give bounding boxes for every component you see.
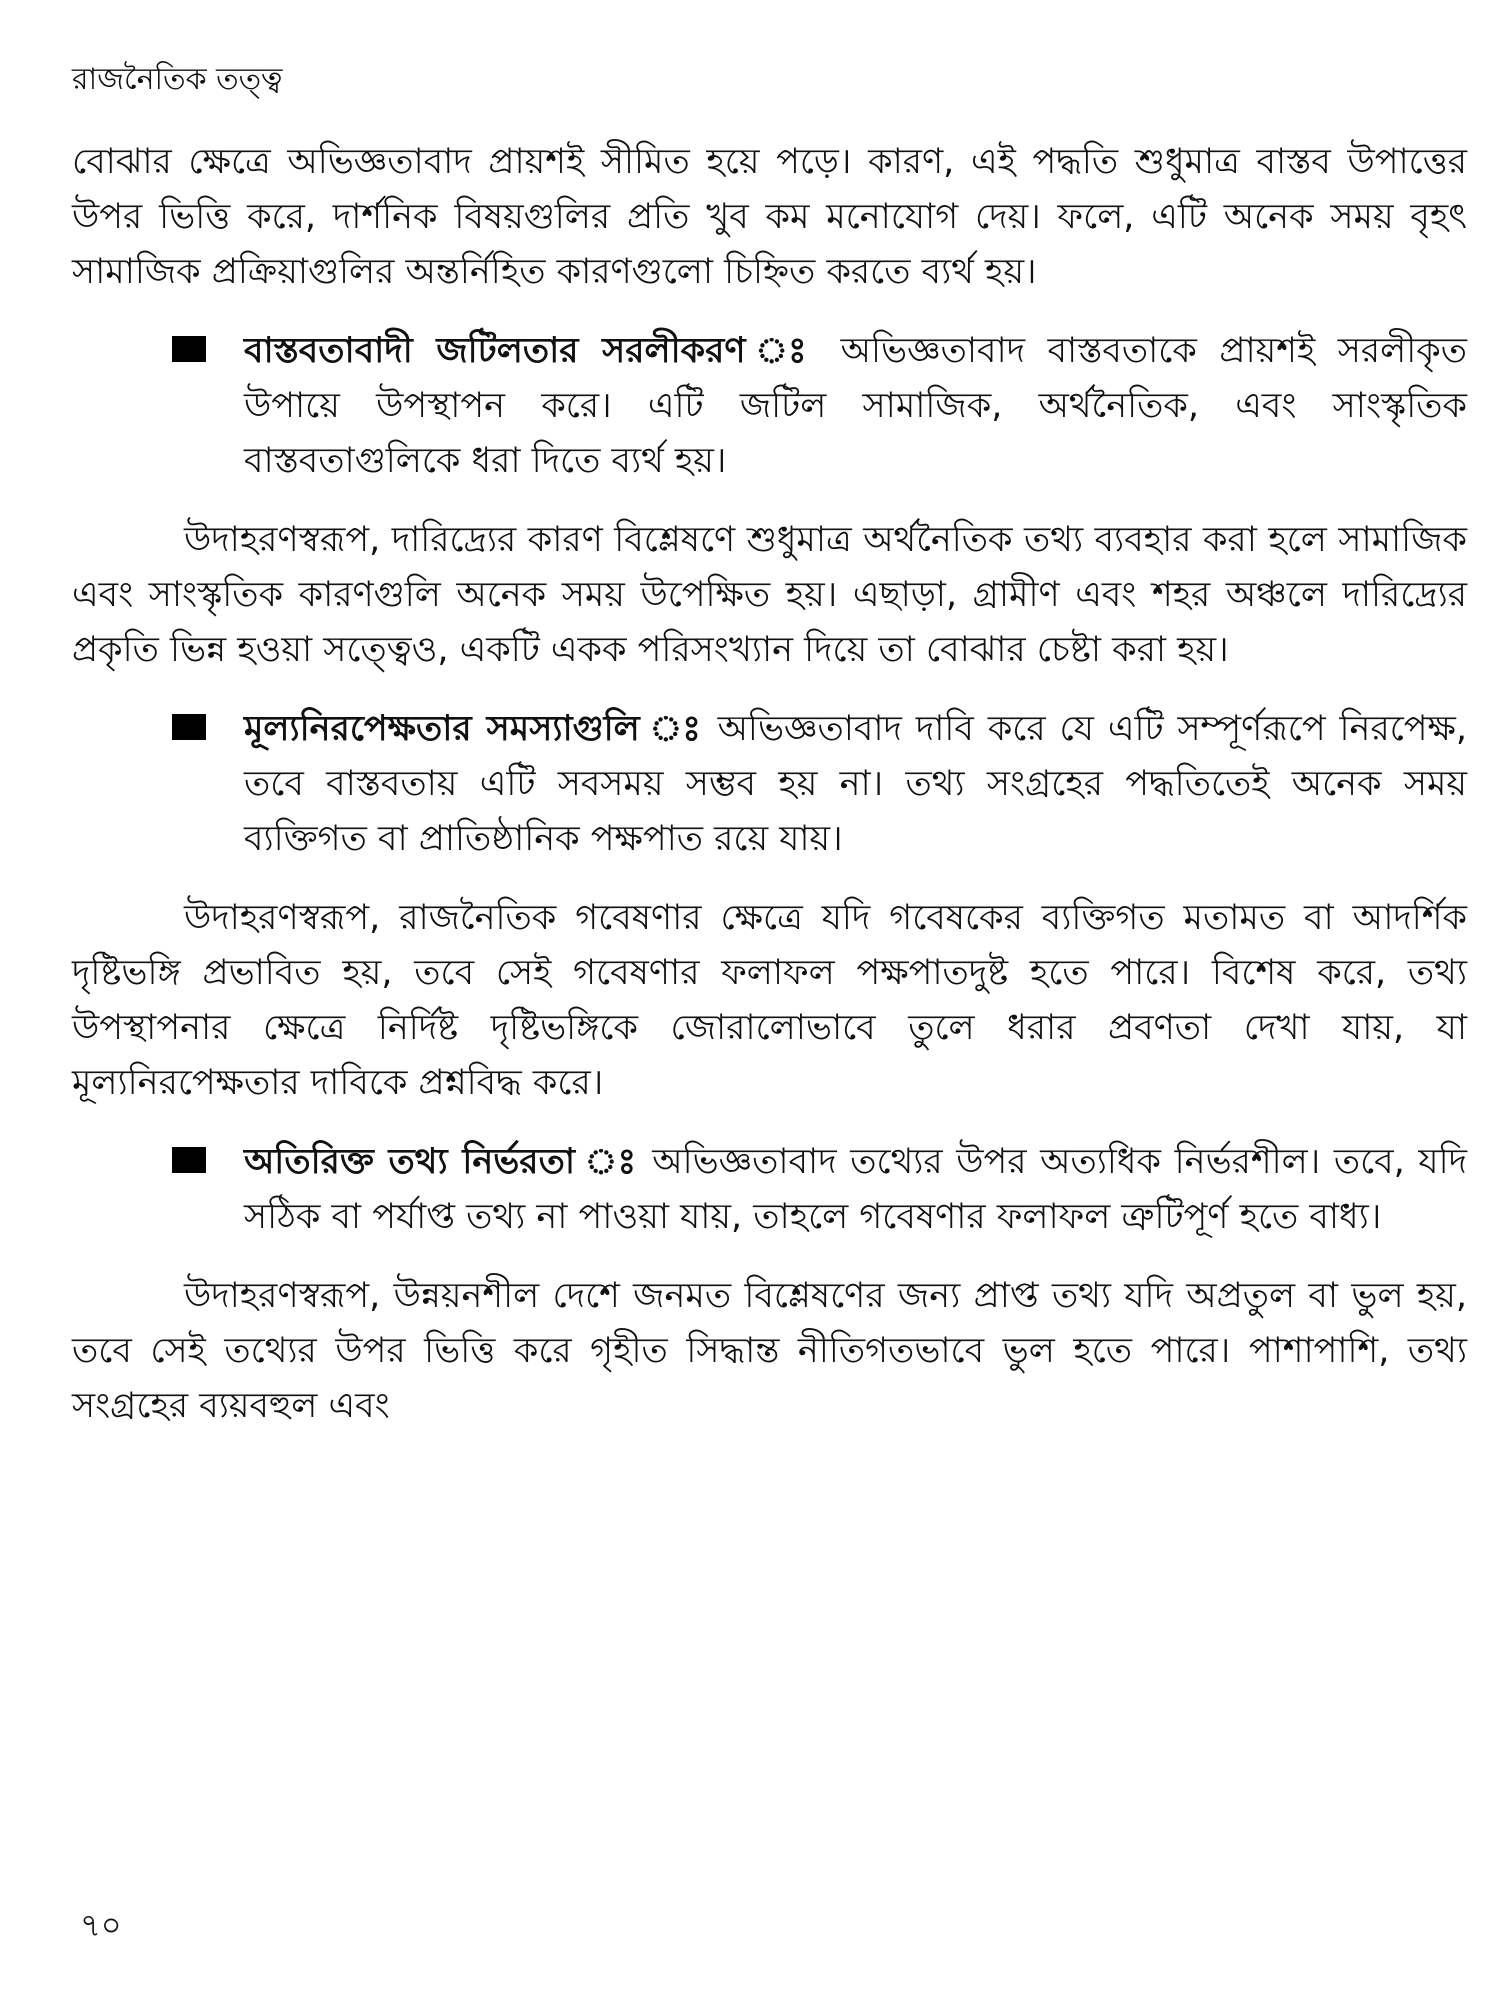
paragraph-1: বোঝার ক্ষেত্রে অভিজ্ঞতাবাদ প্রায়শই সীমিত হয়ে পড়ে। কারণ, এই পদ্ধতি শুধুমাত্র বাস্তব উপাত্তের উপর ভিত্তি করে, দার্শনিক বিষয়গুলির প্রতি খুব কম মনোযোগ দেয়। ফলে, এটি অনেক সময় বৃহৎ সামাজিক প্রক্রিয়াগুলির অন্তর্নিহিত কারণগুলো চিহ্নিত করতে ব্যর্থ হয়। [72, 142, 1467, 292]
running-head: রাজনৈতিক তত্ত্ব [72, 62, 283, 97]
bullet-text: অভিজ্ঞতাবাদ বাস্তবতাকে প্রায়শই সরলীকৃত উপায়ে উপস্থাপন করে। এটি জটিল সামাজিক, অর্থনৈতিক, এবং সাংস্কৃতিক বাস্তবতাগুলিকে ধরা দিতে ব্যর্থ হয়। [244, 331, 1467, 481]
page-body [72, 135, 1467, 1458]
paragraph-4: উদাহরণস্বরূপ, উন্নয়নশীল দেশে জনমত বিশ্লেষণের জন্য প্রাপ্ত তথ্য যদি অপ্রতুল বা ভুল হয়, তবে সেই তথ্যের উপর ভিত্তি করে গৃহীত সিদ্ধান্ত নীতিগতভাবে ভুল হতে পারে। পাশাপাশি, তথ্য সংগ্রহের ব্যয়বহুল এবং [72, 1276, 1467, 1426]
bullet-term: বাস্তবতাবাদী জটিলতার সরলীকরণ ঃ [244, 331, 819, 371]
paragraph-3: উদাহরণস্বরূপ, রাজনৈতিক গবেষণার ক্ষেত্রে যদি গবেষকের ব্যক্তিগত মতামত বা আদর্শিক দৃষ্টিভঙ্গি প্রভাবিত হয়, তবে সেই গবেষণার ফলাফল পক্ষপাতদুষ্ট হতে পারে। বিশেষ করে, তথ্য উপস্থাপনার ক্ষেত্রে নির্দিষ্ট দৃষ্টিভঙ্গিকে জোরালোভাবে তুলে ধরার প্রবণতা দেখা যায়, যা মূল্যনিরপেক্ষতার দাবিকে প্রশ্নবিদ্ধ করে। [72, 898, 1467, 1103]
bullet-item-2 [72, 702, 1467, 867]
square-bullet-icon [172, 714, 206, 740]
square-bullet-icon [172, 336, 206, 362]
bullet-item-1 [72, 324, 1467, 489]
bullet-text: অভিজ্ঞতাবাদ দাবি করে যে এটি সম্পূর্ণরূপে নিরপেক্ষ, তবে বাস্তবতায় এটি সবসময় সম্ভব হয় না। তথ্য সংগ্রহের পদ্ধতিতেই অনেক সময় ব্যক্তিগত বা প্রাতিষ্ঠানিক পক্ষপাত রয়ে যায়। [244, 709, 1468, 859]
bullet-term: মূল্যনিরপেক্ষতার সমস্যাগুলি ঃ [244, 709, 704, 749]
bullet-term: অতিরিক্ত তথ্য নির্ভরতা ঃ [244, 1142, 639, 1182]
square-bullet-icon [172, 1147, 206, 1173]
page-number: ৭০ [80, 1906, 122, 1944]
paragraph-2: উদাহরণস্বরূপ, দারিদ্র্যের কারণ বিশ্লেষণে শুধুমাত্র অর্থনৈতিক তথ্য ব্যবহার করা হলে সামাজিক এবং সাংস্কৃতিক কারণগুলি অনেক সময় উপেক্ষিত হয়। এছাড়া, গ্রামীণ এবং শহর অঞ্চলে দারিদ্র্যের প্রকৃতি ভিন্ন হওয়া সত্ত্বেও, একটি একক পরিসংখ্যান দিয়ে তা বোঝার চেষ্টা করা হয়। [72, 520, 1467, 670]
bullet-item-3 [72, 1135, 1467, 1245]
bullet-text: অভিজ্ঞতাবাদ তথ্যের উপর অত্যধিক নির্ভরশীল। তবে, যদি সঠিক বা পর্যাপ্ত তথ্য না পাওয়া যায়, তাহলে গবেষণার ফলাফল ত্রুটিপূর্ণ হতে বাধ্য। [244, 1142, 1467, 1237]
